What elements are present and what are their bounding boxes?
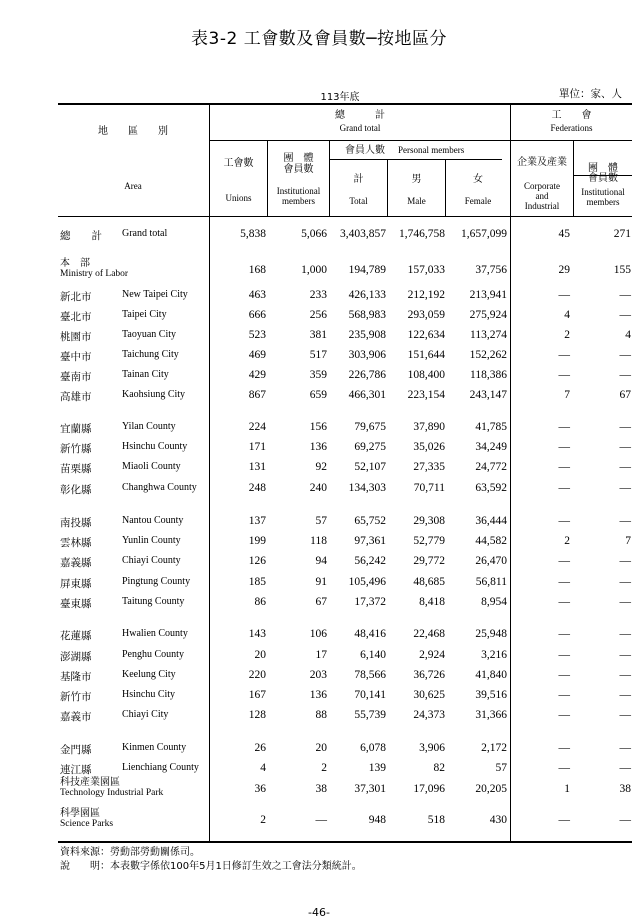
value-cell: 70,711 [413, 482, 445, 494]
value-cell: 463 [248, 289, 266, 301]
value-cell: 56,811 [475, 576, 507, 588]
value-cell: 17 [315, 649, 327, 661]
value-cell: — [558, 349, 570, 361]
value-cell: — [619, 596, 631, 608]
value-cell: — [558, 814, 570, 826]
value-cell: — [619, 762, 631, 774]
personal-header-zh: 會員人數 [345, 145, 385, 156]
grand-total-header-en: Grand total [339, 123, 381, 133]
value-cell: 171 [248, 441, 266, 453]
value-cell: 94 [315, 555, 327, 567]
institutional-header-zh: 團 體 會員數 [283, 153, 314, 175]
value-cell: 2,172 [481, 742, 507, 754]
value-cell: 34,249 [475, 441, 507, 453]
table-row [0, 260, 638, 278]
value-cell: 220 [248, 669, 266, 681]
area-name-zh: 基隆市 [60, 671, 92, 683]
area-name-zh: 雲林縣 [60, 537, 92, 549]
male-header-en: Male [407, 196, 426, 206]
value-cell: 2 [321, 762, 327, 774]
value-cell: 52,779 [413, 535, 445, 547]
value-cell: 91 [315, 576, 327, 588]
value-cell: 235,908 [348, 329, 386, 341]
value-cell: 4 [625, 329, 631, 341]
value-cell: 156 [309, 421, 327, 433]
value-cell: 8,418 [419, 596, 445, 608]
value-cell: — [558, 762, 570, 774]
value-cell: 7 [564, 389, 570, 401]
value-cell: 128 [248, 709, 266, 721]
value-cell: — [619, 555, 631, 567]
value-cell: — [619, 309, 631, 321]
value-cell: — [619, 649, 631, 661]
value-cell: — [315, 814, 327, 826]
value-cell: 568,983 [348, 309, 386, 321]
area-name-zh: 新北市 [60, 291, 92, 303]
table-top-border [58, 103, 632, 105]
col-divider [387, 160, 388, 216]
table-row [0, 689, 638, 707]
value-cell: 65,752 [354, 515, 386, 527]
value-cell: — [619, 441, 631, 453]
table-row [0, 555, 638, 573]
value-cell: 199 [248, 535, 266, 547]
fed-institutional-header-zh: 團 體 會員數 [588, 163, 618, 184]
area-name-zh: 桃園市 [60, 331, 92, 343]
value-cell: 2,924 [419, 649, 445, 661]
area-header-zh: 地 區 別 [98, 126, 168, 137]
area-name-en: Kinmen County [122, 742, 187, 753]
table-row [0, 535, 638, 553]
value-cell: — [619, 742, 631, 754]
value-cell: 57 [495, 762, 507, 774]
value-cell: 29,772 [413, 555, 445, 567]
value-cell: 106 [309, 628, 327, 640]
value-cell: 240 [309, 482, 327, 494]
male-header-zh: 男 [411, 174, 422, 185]
value-cell: 194,789 [348, 264, 386, 276]
table-row [0, 777, 638, 801]
area-name-zh: 彰化縣 [60, 484, 92, 496]
value-cell: 39,516 [475, 689, 507, 701]
table-row [0, 441, 638, 459]
value-cell: 1,657,099 [461, 228, 507, 240]
value-cell: 24,373 [413, 709, 445, 721]
area-name-zh: 金門縣 [60, 744, 92, 756]
area-name: 本 部 Ministry of Labor [60, 258, 129, 279]
value-cell: 36,726 [413, 669, 445, 681]
value-cell: 105,496 [348, 576, 386, 588]
value-cell: 293,059 [407, 309, 445, 321]
area-name-en: Yilan County [122, 421, 176, 432]
corporate-header-zh: 企業及產業 [517, 157, 567, 168]
table-row [0, 329, 638, 347]
value-cell: 256 [309, 309, 327, 321]
value-cell: 212,192 [407, 289, 445, 301]
table-row [0, 808, 638, 832]
value-cell: 41,840 [475, 669, 507, 681]
value-cell: 233 [309, 289, 327, 301]
area-name-zh: 臺中市 [60, 351, 92, 363]
value-cell: 126 [248, 555, 266, 567]
value-cell: — [558, 669, 570, 681]
female-header-zh: 女 [473, 174, 483, 185]
value-cell: 67 [315, 596, 327, 608]
value-cell: 27,335 [413, 461, 445, 473]
value-cell: 57 [315, 515, 327, 527]
area-name-en: Chiayi County [122, 555, 181, 566]
area-name-en: Grand total [122, 228, 168, 239]
value-cell: 517 [309, 349, 327, 361]
value-cell: 30,625 [413, 689, 445, 701]
value-cell: 152,262 [469, 349, 507, 361]
value-cell: 248 [248, 482, 266, 494]
value-cell: 24,772 [475, 461, 507, 473]
value-cell: 97,361 [354, 535, 386, 547]
value-cell: 948 [368, 814, 386, 826]
table-row [0, 669, 638, 687]
header-bottom-border [58, 216, 632, 217]
value-cell: 223,154 [407, 389, 445, 401]
value-cell: — [619, 515, 631, 527]
personal-header-en: Personal members [398, 145, 465, 155]
value-cell: 5,838 [240, 228, 266, 240]
value-cell: 41,785 [475, 421, 507, 433]
value-cell: 136 [309, 689, 327, 701]
value-cell: 118 [310, 535, 327, 547]
value-cell: 3,906 [419, 742, 445, 754]
value-cell: 1,746,758 [399, 228, 445, 240]
table-row [0, 596, 638, 614]
area-name-zh: 連江縣 [60, 764, 92, 776]
table-row [0, 309, 638, 327]
value-cell: 185 [248, 576, 266, 588]
female-header-en: Female [464, 196, 492, 206]
value-cell: 2 [564, 329, 570, 341]
value-cell: 469 [248, 349, 266, 361]
federations-header-en: Federations [550, 123, 593, 133]
value-cell: 659 [309, 389, 327, 401]
area-name-en: Lienchiang County [122, 762, 199, 773]
col-divider [445, 160, 446, 216]
value-cell: — [558, 742, 570, 754]
value-cell: 31,366 [475, 709, 507, 721]
value-cell: 29 [558, 264, 570, 276]
value-cell: 52,107 [354, 461, 386, 473]
value-cell: 113,274 [470, 329, 507, 341]
value-cell: 78,566 [354, 669, 386, 681]
value-cell: 136 [309, 441, 327, 453]
value-cell: — [558, 482, 570, 494]
area-name-zh: 苗栗縣 [60, 463, 92, 475]
area-name-en: Keelung City [122, 669, 176, 680]
value-cell: 303,906 [348, 349, 386, 361]
area-name-en: Yunlin County [122, 535, 181, 546]
institutional-header-en: Institutional members [276, 186, 321, 206]
table-row [0, 349, 638, 367]
value-cell: 137 [248, 515, 266, 527]
value-cell: 45 [558, 228, 570, 240]
value-cell: — [619, 461, 631, 473]
value-cell: 79,675 [354, 421, 386, 433]
value-cell: 381 [309, 329, 327, 341]
value-cell: 867 [248, 389, 266, 401]
table-row [0, 742, 638, 760]
unions-header-en: Unions [225, 193, 252, 203]
value-cell: — [558, 515, 570, 527]
table-row [0, 389, 638, 407]
unit-label: 單位：家、人 [559, 88, 622, 100]
value-cell: 359 [309, 369, 327, 381]
value-cell: — [558, 441, 570, 453]
table-row [0, 649, 638, 667]
value-cell: — [558, 649, 570, 661]
value-cell: 8,954 [481, 596, 507, 608]
value-cell: 36,444 [475, 515, 507, 527]
value-cell: 430 [489, 814, 507, 826]
value-cell: 275,924 [469, 309, 507, 321]
table-bottom-border [58, 841, 632, 843]
source-note: 資料來源：勞動部勞動關係司。 [60, 847, 200, 858]
value-cell: 5,066 [301, 228, 327, 240]
value-cell: — [619, 289, 631, 301]
value-cell: 4 [260, 762, 266, 774]
area-name-en: Penghu County [122, 649, 184, 660]
value-cell: 44,582 [475, 535, 507, 547]
value-cell: — [619, 709, 631, 721]
value-cell: — [619, 814, 631, 826]
table-row [0, 289, 638, 307]
value-cell: — [619, 482, 631, 494]
area-name-zh: 總 計 [60, 230, 102, 242]
area-name-en: Hsinchu City [122, 689, 176, 700]
value-cell: — [558, 555, 570, 567]
value-cell: 36 [254, 783, 266, 795]
value-cell: 134,303 [348, 482, 386, 494]
year-label: 113年底 [320, 92, 360, 103]
value-cell: 108,400 [407, 369, 445, 381]
total-header-en: Total [349, 196, 368, 206]
unions-header-zh: 工會數 [223, 158, 254, 169]
value-cell: 48,685 [413, 576, 445, 588]
area-name-zh: 新竹縣 [60, 443, 92, 455]
value-cell: 37,890 [413, 421, 445, 433]
value-cell: 20,205 [475, 783, 507, 795]
value-cell: — [558, 628, 570, 640]
value-cell: 243,147 [469, 389, 507, 401]
area-name-zh: 臺北市 [60, 311, 92, 323]
table-row [0, 709, 638, 727]
area-name-en: Nantou County [122, 515, 184, 526]
table-row [0, 421, 638, 439]
header-mid-border [210, 140, 632, 141]
value-cell: 25,948 [475, 628, 507, 640]
value-cell: 151,644 [407, 349, 445, 361]
value-cell: 523 [248, 329, 266, 341]
value-cell: — [558, 421, 570, 433]
value-cell: 48,416 [354, 628, 386, 640]
table-row [0, 576, 638, 594]
value-cell: — [619, 369, 631, 381]
value-cell: 213,941 [469, 289, 507, 301]
value-cell: 139 [368, 762, 386, 774]
value-cell: 37,301 [354, 783, 386, 795]
value-cell: 26 [254, 742, 266, 754]
area-name-en: Taichung City [122, 349, 179, 360]
table-row [0, 482, 638, 500]
explanation-note: 說 明：本表數字係依100年5月1日修訂生效之工會法分類統計。 [60, 861, 362, 872]
value-cell: — [558, 576, 570, 588]
value-cell: 3,403,857 [340, 228, 386, 240]
value-cell: 29,308 [413, 515, 445, 527]
value-cell: 69,275 [354, 441, 386, 453]
value-cell: 37,756 [475, 264, 507, 276]
area-name-en: Kaohsiung City [122, 389, 186, 400]
value-cell: 22,468 [413, 628, 445, 640]
value-cell: 168 [248, 264, 266, 276]
federations-header-zh: 工 會 [551, 110, 592, 121]
area-name-zh: 嘉義市 [60, 711, 92, 723]
value-cell: 82 [433, 762, 445, 774]
page-title: 表3-2 工會數及會員數─按地區分 [191, 29, 447, 49]
area-name-zh: 新竹市 [60, 691, 92, 703]
table-row [0, 515, 638, 533]
value-cell: — [558, 461, 570, 473]
value-cell: 1,000 [301, 264, 327, 276]
area-name-en: Taitung County [122, 596, 185, 607]
area-name-zh: 嘉義縣 [60, 557, 92, 569]
area-name-zh: 屏東縣 [60, 578, 92, 590]
value-cell: 426,133 [348, 289, 386, 301]
value-cell: 2 [564, 535, 570, 547]
area-name-en: New Taipei City [122, 289, 188, 300]
value-cell: 518 [427, 814, 445, 826]
value-cell: 3,216 [481, 649, 507, 661]
area-name-en: Miaoli County [122, 461, 181, 472]
value-cell: — [619, 349, 631, 361]
value-cell: 155 [613, 264, 631, 276]
page-number: -46- [308, 906, 330, 919]
area-name-en: Pingtung County [122, 576, 191, 587]
value-cell: — [558, 689, 570, 701]
value-cell: 35,026 [413, 441, 445, 453]
value-cell: 118,386 [470, 369, 507, 381]
value-cell: 429 [248, 369, 266, 381]
area-name-en: Changhwa County [122, 482, 197, 493]
value-cell: 4 [564, 309, 570, 321]
area-name-zh: 臺南市 [60, 371, 92, 383]
area-name-en: Tainan City [122, 369, 169, 380]
area-name: 科學園區 Science Parks [60, 808, 114, 829]
table-row [0, 228, 638, 246]
value-cell: 666 [248, 309, 266, 321]
area-name-zh: 花蓮縣 [60, 630, 92, 642]
value-cell: 88 [315, 709, 327, 721]
value-cell: 56,242 [354, 555, 386, 567]
value-cell: — [558, 369, 570, 381]
total-header-zh: 計 [353, 174, 364, 185]
value-cell: 38 [315, 783, 327, 795]
value-cell: 224 [248, 421, 266, 433]
value-cell: 226,786 [348, 369, 386, 381]
value-cell: — [558, 596, 570, 608]
value-cell: 67 [619, 389, 631, 401]
value-cell: 17,372 [354, 596, 386, 608]
table-row [0, 628, 638, 646]
area-name-en: Taoyuan City [122, 329, 177, 340]
area-name-zh: 澎湖縣 [60, 651, 92, 663]
value-cell: 271 [613, 228, 631, 240]
area-name-en: Chiayi City [122, 709, 169, 720]
value-cell: 86 [254, 596, 266, 608]
area-name-zh: 臺東縣 [60, 598, 92, 610]
value-cell: 17,096 [413, 783, 445, 795]
value-cell: — [619, 576, 631, 588]
value-cell: 92 [315, 461, 327, 473]
value-cell: 2 [260, 814, 266, 826]
value-cell: 466,301 [348, 389, 386, 401]
area-name-en: Hsinchu County [122, 441, 188, 452]
value-cell: 131 [248, 461, 266, 473]
value-cell: 38 [619, 783, 631, 795]
area-name-zh: 高雄市 [60, 391, 92, 403]
value-cell: 6,140 [360, 649, 386, 661]
grand-total-header-zh: 總 計 [335, 110, 385, 121]
value-cell: 55,739 [354, 709, 386, 721]
value-cell: — [558, 289, 570, 301]
value-cell: 20 [254, 649, 266, 661]
value-cell: 63,592 [475, 482, 507, 494]
value-cell: — [619, 628, 631, 640]
value-cell: 7 [625, 535, 631, 547]
table-row [0, 461, 638, 479]
value-cell: 157,033 [407, 264, 445, 276]
value-cell: 203 [309, 669, 327, 681]
area-name-zh: 南投縣 [60, 517, 92, 529]
area-name-zh: 宜蘭縣 [60, 423, 92, 435]
value-cell: 70,141 [354, 689, 386, 701]
value-cell: 6,078 [360, 742, 386, 754]
area-name: 科技產業園區 Technology Industrial Park [60, 777, 164, 798]
value-cell: 143 [248, 628, 266, 640]
table-row [0, 369, 638, 387]
value-cell: 1 [564, 783, 570, 795]
corporate-header-en: Corporate and Industrial [524, 181, 560, 211]
value-cell: 26,470 [475, 555, 507, 567]
area-name-en: Taipei City [122, 309, 167, 320]
value-cell: — [619, 421, 631, 433]
value-cell: — [619, 669, 631, 681]
value-cell: 167 [248, 689, 266, 701]
value-cell: 122,634 [407, 329, 445, 341]
fed-institutional-header-en: Institutional members [581, 187, 625, 207]
value-cell: — [619, 689, 631, 701]
area-header-en: Area [124, 181, 142, 191]
area-name-en: Hwalien County [122, 628, 188, 639]
personal-border [330, 159, 502, 160]
value-cell: — [558, 709, 570, 721]
value-cell: 20 [315, 742, 327, 754]
